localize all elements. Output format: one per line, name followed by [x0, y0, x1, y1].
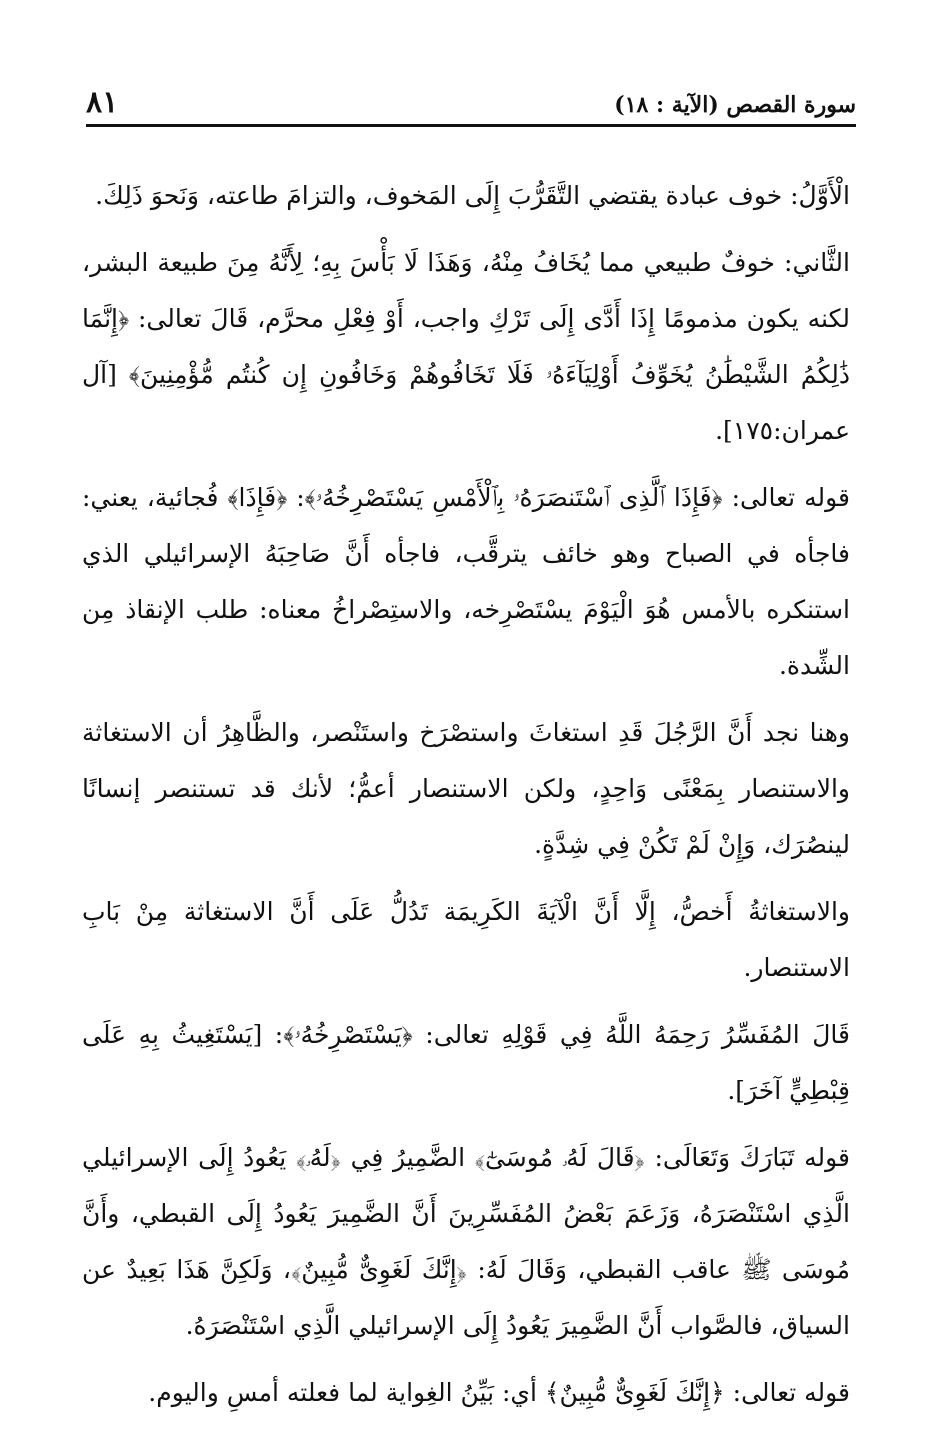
paragraph-ghawi: قوله تعالى: ﴿إِنَّكَ لَغَوِىٌّ مُّبِينٌ﴾ أي: بَيِّنُ الغِواية لما فعلته أمسِ واليوم. — [148, 1378, 850, 1407]
paragraph-second-type: الثَّاني: خوفٌ طبيعي مما يُخَافُ مِنْهُ، وَهَذَا لَا بَأْسَ بِهِ؛ لِأَنَّهُ مِنَ طبيعة البشر، لكنه يكون مذمومًا إِذَا أَدَّى إِلَى تَرْكِ واجب، أَوْ فِعْلِ محرَّم، قَالَ تعالى: ﴿إِنَّمَا ذَٰلِكُمُ الشَّيْطَٰنُ يُخَوِّفُ أَوْلِيَآءَهُۥ فَلَا تَخَافُوهُمْ وَخَافُونِ إِن كُنتُم مُّؤْمِنِينَ﴾ [آل عمران:١٧٥]. — [82, 248, 850, 445]
running-head: سورة القصص (الآية : ١٨) — [614, 92, 856, 118]
paragraph-istighatha: وهنا نجد أَنَّ الرَّجُلَ قَدِ استغاثَ واستصْرَخ واستَنْصر، والظَّاهِرُ أن الاستغاثة والاستنصار بِمَعْنًى وَاحِدٍ، ولكن الاستنصار أعمُّ؛ لأنك قد تستنصر إنسانًا لينصُرَك، وَإِنْ لَمْ تَكُنْ فِي شِدَّةٍ. — [82, 718, 850, 859]
paragraph-first-type: الْأَوَّلُ: خوف عبادة يقتضي التَّقَرُّبَ إِلَى المَخوف، والتزامَ طاعته، وَنَحوَ ذَلِكَ. — [95, 181, 850, 210]
header-rule — [86, 124, 856, 127]
paragraph-mufassir: قَالَ المُفَسِّرُ رَحِمَهُ اللَّهُ فِي قَوْلِهِ تعالى: ﴿يَسْتَصْرِخُهُۥ﴾: [يَسْتَغِيثُ بِهِ عَلَى قِبْطِيٍّ آخَرَ]. — [82, 1020, 850, 1105]
paragraph-akhass: والاستغاثةُ أَخصُّ، إِلَّا أَنَّ الْآيَةَ الكَرِيمَة تَدُلُّ عَلَى أَنَّ الاستغاثة مِنْ بَابِ الاستنصار. — [82, 897, 850, 982]
page-body — [82, 168, 850, 1430]
paragraph-pronoun: قوله تَبَارَكَ وَتَعَالَى: ﴿قَالَ لَهُۥ مُوسَىٰٓ﴾ الضَّمِيرُ فِي ﴿لَهُۥ﴾ يَعُودُ إِلَى الإسرائيلي الَّذِي اسْتَنْصَرَهُ، وَزَعَمَ بَعْضُ المُفَسِّرِينَ أَنَّ الضَّمِيرَ يَعُودُ إِلَى القبطي، وأَنَّ مُوسَى ﷺ عاقب القبطي، وَقَالَ لَهُ: ﴿إِنَّكَ لَغَوِىٌّ مُّبِينٌ﴾، وَلَكِنَّ هَذَا بَعِيدٌ عن السياق، فالصَّواب أَنَّ الضَّمِيرَ يَعُودُ إِلَى الإسرائيلي الَّذِي اسْتَنْصَرَهُ. — [82, 1143, 850, 1340]
page-header — [86, 86, 856, 126]
page-number: ٨١ — [86, 85, 119, 120]
paragraph-verse-commentary: قوله تعالى: ﴿فَإِذَا ٱلَّذِى ٱسْتَنصَرَهُۥ بِٱلْأَمْسِ يَسْتَصْرِخُهُۥ﴾: ﴿فَإِذَا﴾ فُجائية، يعني: فاجأه في الصباح وهو خائف يترقَّب، فاجأه أَنَّ صَاحِبَهُ الإسرائيلي الذي استنكره بالأمس هُوَ الْيَوْمَ يسْتَصْرِخه، والاستِصْراخُ معناه: طلب الإنقاذ مِن الشِّدة. — [82, 483, 850, 680]
